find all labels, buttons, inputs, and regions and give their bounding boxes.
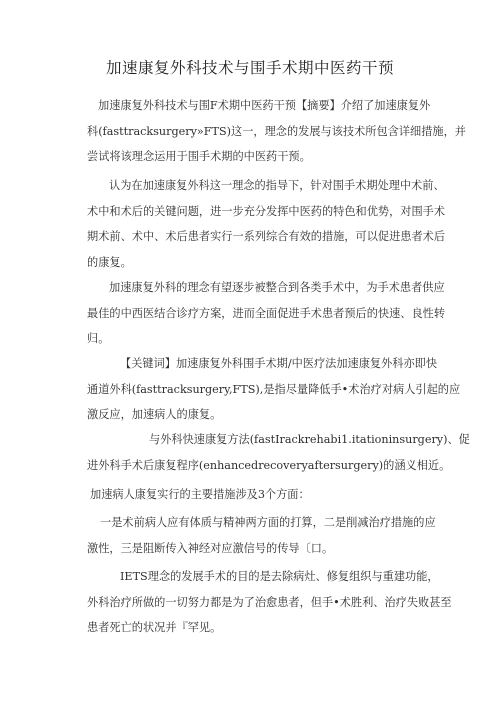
text-line: 期术前、术中、术后患者实行一系列综合有效的措施，可以促进患者术后 [87, 230, 446, 243]
text-line: 通道外科(fasttracksurgery,FTS),是指尽量降低手•术治疗对病人引起的应 [87, 382, 461, 396]
text-line: 加速康复外科的理念有望逐步被整合到各类手术中，为手术患者供应 [109, 281, 445, 294]
paragraph-integration [87, 275, 446, 352]
text-line: 归。 [87, 332, 110, 345]
text-line: IETS理念的发展手术的目的是去除病灶、修复组织与重建功能， [120, 570, 439, 583]
text-line: 加速病人康复实行的主要措施涉及3个方面： [90, 488, 310, 501]
text-line: 一是术前病人应有体质与精神两方面的打算，二是削减治疗措施的应 [100, 516, 436, 529]
text-line: 与外科快速康复方法(fastIrackrehabi1.itationinsurgery)、促 [149, 433, 470, 446]
text-line: 加速康复外科技术与围F术期中医药干预【摘要】介绍了加速康复外 [98, 99, 431, 112]
paragraph-concept [87, 173, 446, 275]
text-line: 患者死亡的状况并『罕见。 [87, 621, 222, 634]
text-line: 激性，三是阻断传入神经对应激信号的传导〔口。 [87, 541, 334, 555]
text-line: 的康复。 [87, 255, 132, 269]
text-line: 认为在加速康复外科这一理念的指导下，针对围手术期处理中术前、 [109, 179, 445, 192]
text-line: 尝试将该理念运用于围手术期的中医药干预。 [87, 150, 311, 163]
paragraph-fts-development [87, 564, 452, 641]
text-line: 最佳的中西医结合诊疗方案，进而全面促进手术患者预后的快速、良性转 [87, 306, 446, 320]
paragraph-related-terms [87, 427, 470, 478]
paragraph-abstract [87, 93, 466, 170]
paragraph-measures [87, 510, 436, 561]
text-line: 【关键词】加速康复外科围手术期/中医疗法加速康复外科亦即快 [120, 357, 438, 370]
text-line: 进外科手术后康复程序(enhancedrecoveryaftersurgery)的涵义相近。 [87, 458, 451, 472]
text-line: 外科治疗所做的一切努力都是为了治愈患者，但手•术胜利、治疗失败甚至 [87, 595, 452, 609]
text-line: 术中和术后的关键问题，进一步充分发挥中医药的特色和优势，对围手术 [87, 204, 446, 218]
text-line: 科(fasttracksurgery»FTS)这一，理念的发展与该技术所包含详细措施，并 [87, 124, 466, 138]
document-title: 加速康复外科技术与围手术期中医药干预 [105, 59, 394, 77]
paragraph-keywords [87, 351, 461, 428]
paragraph-measures-intro [87, 482, 427, 508]
text-line: 激反应，加速病人的康复。 [87, 408, 222, 421]
